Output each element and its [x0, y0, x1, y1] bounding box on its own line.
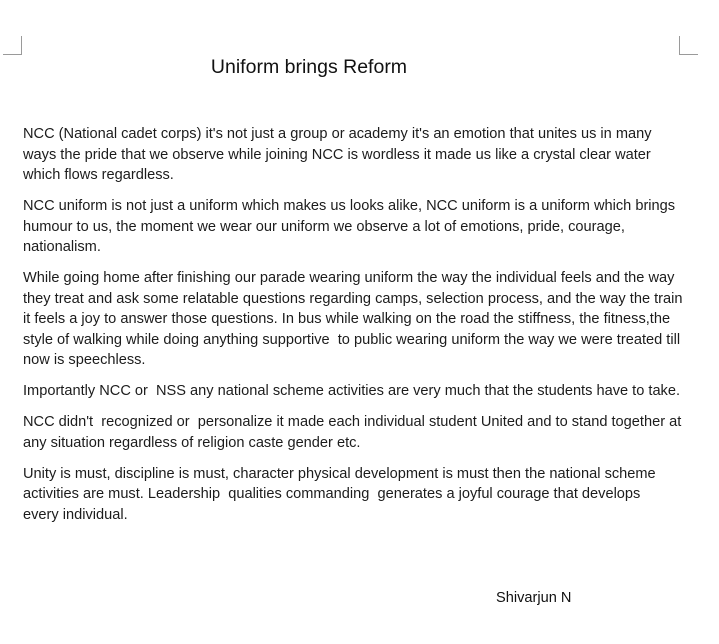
paragraph: Importantly NCC or NSS any national scheme activities are very much that the students have to take.: [23, 383, 681, 399]
document-body: [23, 124, 687, 536]
paragraph: While going home after finishing our parade wearing uniform the way the individual feels and the way they treat and ask some relatable questions regarding camps, selection process, and the way the train it feels a joy to answer those questions. In bus while walking on the road the stiffness, the fitness,the style of walking while doing anything supportive to public wearing uniform the way we were treated till now is speechless.: [23, 270, 687, 368]
paragraph: NCC uniform is not just a uniform which makes us looks alike, NCC uniform is a uniform which brings humour to us, the moment we wear our uniform we observe a lot of emotions, pride, courage, nationalism.: [23, 198, 680, 255]
document-title: Uniform brings Reform: [210, 56, 408, 78]
page-margin-corner-top-left: [3, 36, 22, 55]
author-signature: Shivarjun N: [496, 590, 572, 606]
page-margin-corner-top-right: [679, 36, 698, 55]
paragraph: Unity is must, discipline is must, character physical development is must then the national scheme activities are must. Leadership qualities commanding generates a joyful courage that develops every individual.: [23, 465, 660, 523]
paragraph: NCC didn't recognized or personalize it made each individual student United and to stand together at any situation regardless of religion caste gender etc.: [23, 414, 686, 451]
paragraph: NCC (National cadet corps) it's not just a group or academy it's an emotion that unites us in many ways the pride that we observe while joining NCC is wordless it made us like a crystal clear water which flows regardless.: [23, 126, 656, 183]
